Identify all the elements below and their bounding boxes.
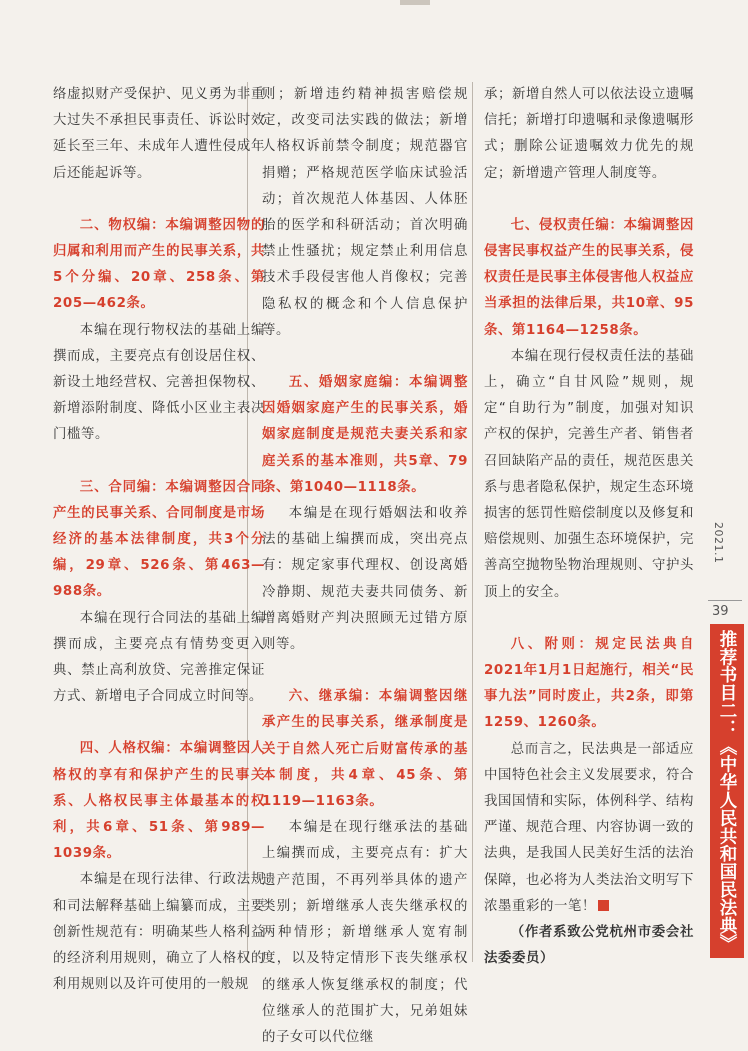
author-note: （作者系致公党杭州市委会社法委委员） [484,925,694,967]
top-edge-mark [400,0,430,5]
section-heading-marriage: 五、婚姻家庭编：本编调整因婚姻家庭产生的民事关系，婚姻家庭制度是规范夫妻关系和家庭关系的基本准则，共5章、79条、第1040—1118条。 [262,375,468,495]
paragraph [484,737,694,920]
paragraph: 本编是在现行婚姻法和收养法的基础上编撰而成，突出亮点有：规定家事代理权、创设离婚冷静期、规范夫妻共同债务、新增离婚财产判决照顾无过错方原则等。 [262,506,468,653]
section-heading-tort: 七、侵权责任编：本编调整因侵害民事权益产生的民事关系，侵权责任是民事主体侵害他人权益应当承担的法律后果，共10章、95条、第1164—1258条。 [484,217,694,338]
column-1 [53,82,265,999]
section-heading-personality: 四、人格权编：本编调整因人格权的享有和保护产生的民事关系、人格权民事主体最基本的权利，共6章、51条、第989—1039条。 [53,741,265,862]
section-heading-supplementary: 八、附则：规定民法典自2021年1月1日起施行，相关“民事九法”同时废止，共2条，即第1259、1260条。 [484,636,694,731]
paragraph: 本编是在现行继承法的基础上编撰而成，主要亮点有：扩大遗产范围，不再列举具体的遗产类别；新增继承人丧失继承权的两种情形；新增继承人宽宥制度，以及特定情形下丧失继承权的继承人恢复继承权的制度；代位继承人的范围扩大，兄弟姐妹的子女可以代位继 [262,820,468,1045]
page-number-rule [708,600,742,601]
sidebar-title: 推荐书目二：《中华人民共和国民法典》 [710,624,744,958]
conclusion-text: 总而言之，民法典是一部适应中国特色社会主义发展要求，符合我国国情和实际，体例科学、结构严谨、规范合理、内容协调一致的法典，是我国人民美好生活的法治保障，也必将为人类法治文明写下浓墨重彩的一笔！ [484,741,694,914]
paragraph: 本编在现行物权法的基础上编撰而成，主要亮点有创设居住权、新设土地经营权、完善担保物权、新增添附制度、降低小区业主表决门槛等。 [53,322,265,443]
section-heading-contract: 三、合同编：本编调整因合同产生的民事关系、合同制度是市场经济的基本法律制度，共3个分编，29章、526条、第463—988条。 [53,479,265,600]
paragraph: 络虚拟财产受保护、见义勇为非重大过失不承担民事责任、诉讼时效延长至三年、未成年人遭性侵成年后还能起诉等。 [53,87,265,181]
paragraph: 承；新增自然人可以依法设立遗嘱信托；新增打印遗嘱和录像遗嘱形式；删除公证遗嘱效力优先的规定；新增遗产管理人制度等。 [484,87,694,181]
section-heading-property: 二、物权编：本编调整因物的归属和利用而产生的民事关系，共5个分编、20章、258条、第205—462条。 [53,217,265,312]
issue-label: 2021.1 [712,522,725,564]
end-mark-icon [598,900,609,911]
section-heading-succession: 六、继承编：本编调整因继承产生的民事关系，继承制度是关于自然人死亡后财富传承的基本制度，共4章、45条、第1119—1163条。 [262,689,468,810]
column-3 [484,82,694,973]
paragraph: 本编是在现行法律、行政法规和司法解释基础上编纂而成，主要创新性规范有：明确某些人格利益的经济利用规则，确立了人格权的利用规则以及许可使用的一般规 [53,872,265,993]
paragraph: 本编在现行合同法的基础上编撰而成，主要亮点有情势变更入典、禁止高利放贷、完善推定保证方式、新增电子合同成立时间等。 [53,610,265,705]
column-2 [262,82,468,1051]
page-number: 39 [712,604,729,619]
paragraph: 则；新增违约精神损害赔偿规定，改变司法实践的做法；新增人格权诉前禁令制度；规范器官捐赠；严格规范医学临床试验活动；首次规范人体基因、人体胚胎的医学和科研活动；首次明确禁止性骚扰；规定禁止利用信息技术手段侵害他人肖像权；完善隐私权的概念和个人信息保护等。 [262,87,468,338]
paragraph: 本编在现行侵权责任法的基础上，确立“自甘风险”规则，规定“自助行为”制度，加强对知识产权的保护，完善生产者、销售者召回缺陷产品的责任，规范医患关系与患者隐私保护，规定生态环境损害的惩罚性赔偿制度以及修复和赔偿规则、加强生态环境保护，完善高空抛物坠物治理规则、守护头顶上的安全。 [484,348,694,600]
column-divider [472,82,473,962]
